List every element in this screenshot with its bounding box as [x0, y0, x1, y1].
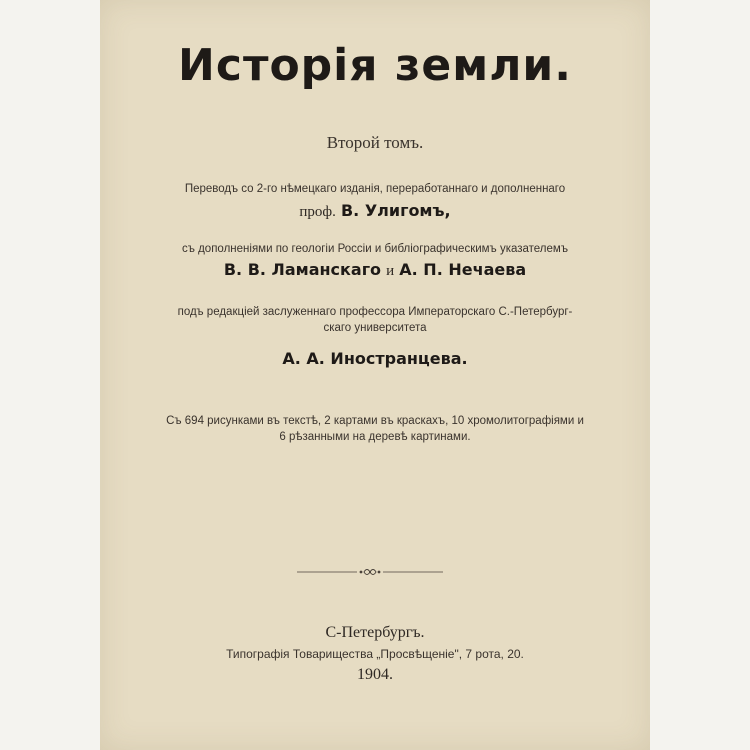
title-page: [100, 0, 650, 750]
imprint-year: 1904.: [357, 666, 393, 683]
editor-name: А. А. Иностранцева.: [282, 349, 468, 368]
imprint-city: С-Петербургъ.: [325, 624, 425, 641]
editor-line-2: скаго университета: [323, 322, 427, 334]
additions-line: съ дополненіями по геологіи Россіи и библіографическимъ указателемъ: [181, 243, 569, 255]
contributor-2: А. П. Нечаева: [399, 260, 527, 279]
author-line: [100, 201, 650, 221]
editor-line-1: подъ редакціей заслуженнаго профессора Императорскаго С.-Петербург-: [177, 306, 573, 318]
contributor-1: В. В. Ламанскаго: [223, 260, 382, 279]
illustrations-line-2: 6 рѣзанными на деревѣ картинами.: [279, 431, 471, 443]
volume-label: Второй томъ.: [326, 133, 424, 152]
ornament-divider: [295, 566, 445, 578]
connector-word: и: [386, 263, 395, 279]
author-name: В. Улигомъ,: [340, 201, 451, 220]
contributors-line: [100, 260, 650, 280]
imprint-printer: Типографія Товарищества „Просвѣщеніе", 7 рота, 20.: [226, 647, 524, 661]
prof-prefix: проф.: [299, 204, 336, 220]
illustrations-line-1: Съ 694 рисунками въ текстѣ, 2 картами въ краскахъ, 10 хромолитографіями и: [166, 415, 584, 427]
book-title: Исторія земли.: [178, 40, 572, 91]
translation-line: Переводъ со 2-го нѣмецкаго изданія, переработаннаго и дополненнаго: [184, 183, 566, 195]
